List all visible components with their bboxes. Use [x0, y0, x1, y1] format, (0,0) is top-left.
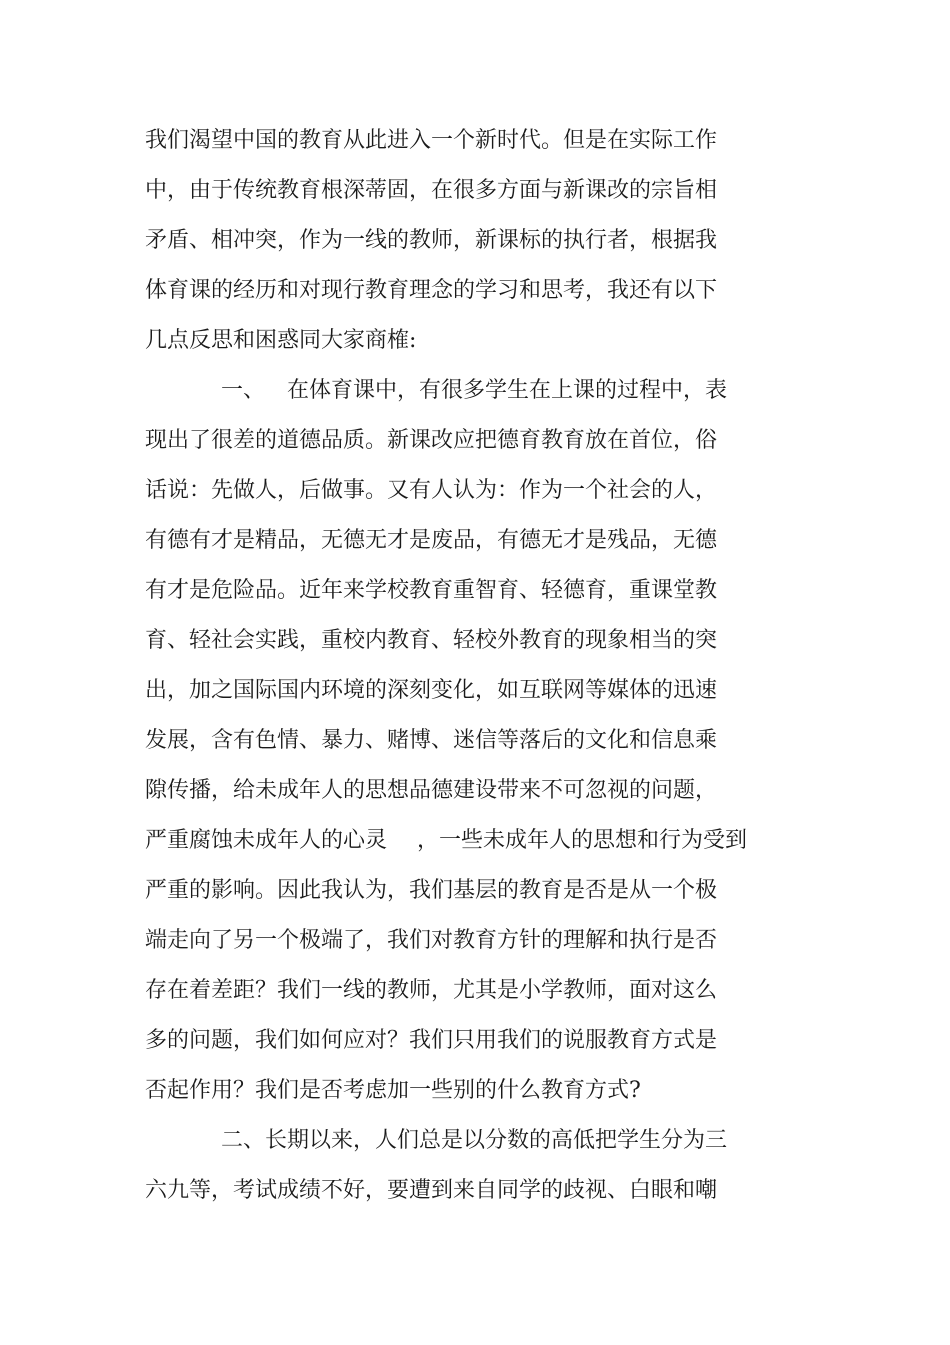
text-line: 体育课的经历和对现行教育理念的学习和思考，我还有以下	[145, 278, 718, 303]
text-line: 中，由于传统教育根深蒂固，在很多方面与新课改的宗旨相	[145, 178, 718, 203]
text-line: 发展，含有色情、暴力、赌博、迷信等落后的文化和信息乘	[145, 728, 718, 753]
text-line: 矛盾、相冲突，作为一线的教师，新课标的执行者，根据我	[145, 228, 718, 253]
text-line: 存在着差距？我们一线的教师，尤其是小学教师，面对这么	[145, 978, 718, 1003]
text-line: 严重的影响。因此我认为，我们基层的教育是否是从一个极	[145, 878, 718, 903]
text-line: 六九等，考试成绩不好，要遭到来自同学的歧视、白眼和嘲	[145, 1178, 718, 1203]
text-line: 我们渴望中国的教育从此进入一个新时代。但是在实际工作	[145, 128, 718, 153]
paragraph-1-opening: 在体育课中，有很多学生在上课的过程中，表	[287, 378, 728, 403]
text-line: 出，加之国际国内环境的深刻变化，如互联网等媒体的迅速	[145, 678, 718, 703]
text-line-split	[145, 816, 785, 866]
text-line: 否起作用？我们是否考虑加一些别的什么教育方式?	[145, 1078, 641, 1103]
text-line: 话说：先做人，后做事。又有人认为：作为一个社会的人，	[145, 478, 718, 503]
text-line: 育、轻社会实践，重校内教育、轻校外教育的现象相当的突	[145, 628, 718, 653]
text-line: 几点反思和困惑同大家商榷:	[145, 328, 417, 353]
text-line: 多的问题，我们如何应对？我们只用我们的说服教育方式是	[145, 1028, 718, 1053]
text-line: 有才是危险品。近年来学校教育重智育、轻德育，重课堂教	[145, 578, 718, 603]
text-segment: 严重腐蚀未成年人的心灵	[145, 828, 388, 853]
section-marker-one: 一、	[221, 378, 266, 403]
text-line: 端走向了另一个极端了，我们对教育方针的理解和执行是否	[145, 928, 718, 953]
paragraph-2-first-line: 二、长期以来，人们总是以分数的高低把学生分为三	[221, 1128, 728, 1153]
text-line: 有德有才是精品，无德无才是废品，有德无才是残品，无德	[145, 528, 718, 553]
text-segment: ，一些未成年人的思想和行为受到	[417, 828, 748, 853]
paragraph-1-first-line	[145, 366, 785, 416]
text-line: 隙传播，给未成年人的思想品德建设带来不可忽视的问题，	[145, 778, 718, 803]
text-line: 现出了很差的道德品质。新课改应把德育教育放在首位，俗	[145, 428, 718, 453]
document-body	[145, 116, 785, 1216]
